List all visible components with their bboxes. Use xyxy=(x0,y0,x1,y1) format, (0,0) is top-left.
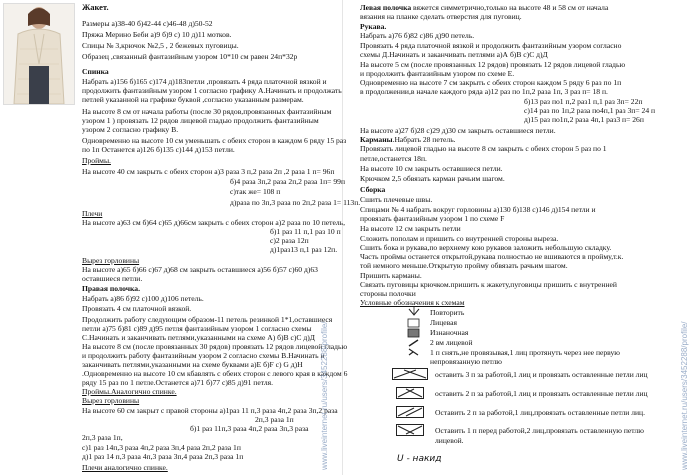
neck2-line: с)1 раз 14п,3 раза 4п,2 раза 3п,4 раза 2п,2 раза 1п xyxy=(82,443,241,452)
back-line: Одновременно на высоте 10 см уменьшать с обеих сторон в каждом 6 ряду 15 раз xyxy=(82,136,347,145)
header-line: Пряжа Мерино Беби а)9 б)9 с) 10 д)11 мотков. xyxy=(82,30,232,39)
right-front-line: заканчивать петлями,указанными на схеме буквами а)Е б)F с) G д)Н xyxy=(82,360,303,369)
assembly-line: той немного меньше.Открытую пройму обвязать рачьим шагом. xyxy=(360,261,568,270)
left-front-title: Левая полочка xyxy=(360,3,412,12)
back-line: узором 2 согласно графику В. xyxy=(82,125,179,134)
legend-text: лицевой. xyxy=(435,436,464,445)
pockets-line: Крючком 2,5 обвязать карман рачьим шагом. xyxy=(360,174,505,183)
pockets-intro: .Набрать 28 петель. xyxy=(392,135,456,144)
armholes-line: На высоте 40 см закрыть с обеих сторон а)3 раза 3 п,2 раза 2п ,2 раза 1 п= 96п xyxy=(82,167,335,176)
sleeves-line: в продолжении,в начале каждого ряда а)12 раз по 1п,2 раза 1п, 3 раз п= 18 п. xyxy=(360,87,608,96)
right-front-title: Правая полочка. xyxy=(82,284,141,293)
right-front-line: ряду 15 раз по 1 петле.Останется а)71 б)77 с)85 д)91 петля. xyxy=(82,378,274,387)
repeat-icon xyxy=(407,307,421,317)
header-line: Размеры а)38-40 б)42-44 с)46-48 д)50-52 xyxy=(82,19,213,28)
right-front-line: петли а)75 б)81 с)89 д)95 петля фантазийным узором 1 согласно схемы xyxy=(82,324,312,333)
armholes-line: б)4 раза 3п,2 раза 2п,2 раза 1п= 99п xyxy=(230,177,346,186)
cable-1-icon xyxy=(396,424,424,436)
sleeves-line: На высоте 5 см (после провязанных 12 рядов) провязать 12 рядов лицевой гладью xyxy=(360,60,626,69)
legend-text: 2 вм лицевой xyxy=(430,338,473,347)
pockets-line: петле,останется 18п. xyxy=(360,154,427,163)
right-front-line: С.Начинать и заканчивать петлями,указанными на схеме А) б)В с)С д)Д xyxy=(82,333,315,342)
legend-text: непровязанную петлю xyxy=(430,357,502,366)
neck2-label: Вырез горловины xyxy=(82,396,140,405)
assembly-line: Спицами № 4 набрать вокруг горловины а)130 б)138 с)146 д)154 петли и xyxy=(360,205,596,214)
shoulders2-line: Плечи аналогично спинке. xyxy=(82,463,168,472)
column-divider xyxy=(342,0,343,475)
header-line: Спицы № 3,крючок №2,5 , 2 бежевых пуговицы. xyxy=(82,41,239,50)
left-front-intro: вяжется симметрично,только на высоте 48 и 58 см от начала xyxy=(411,3,609,12)
legend-text: 1 п снять,не провязывая,1 лиц протянуть через нее первую xyxy=(430,348,620,357)
neck2-line: б)1 раз 11п,3 раза 4п,2 раза 3п,3 раза xyxy=(190,424,309,433)
armholes-line: д)раза по 3п,3 раза по 2п,2 раза 1= 113п. xyxy=(230,198,361,207)
back-line: На высоте 8 см от начала работы (после 30 рядов,провязанных фантазийным xyxy=(82,107,332,116)
cable-3-icon xyxy=(392,368,428,380)
back-line: продолжить фантазийным узором 1 согласно графику А.Начинать и продолжать xyxy=(82,86,342,95)
assembly-line: стороны полочки xyxy=(360,289,416,298)
right-front-line: На высоте 8 см (после провязанных 30 рядов) провязать 12 рядов лицевой гладью xyxy=(82,342,348,351)
neck2-line: 2п,3 раза 1п, xyxy=(82,433,123,442)
knit-icon xyxy=(407,318,421,328)
right-front-line: Набрать а)86 б)92 с)100 д)106 петель. xyxy=(82,294,204,303)
right-front-line: Продолжить работу следующим образом-11 петель резинкой 1*1,оставшиеся xyxy=(82,315,333,324)
sleeves-line: д)15 раз по1п,2 раза 4п,1 раз3 п= 26п xyxy=(524,115,644,124)
slip-stitch-icon xyxy=(407,347,421,357)
back-line: узором 1 ) провязать 12 рядов лицевой гладью продолжить фантазийным xyxy=(82,116,319,125)
cable-2-icon xyxy=(396,387,424,399)
legend-title: Условные обозначения к схемам xyxy=(360,298,465,307)
right-front-line: и продолжить работу фантазийным узором 2 согласно схемы В.Начинать и xyxy=(82,351,325,360)
shoulders-line: б)1 раз 11 п,1 раз 10 п xyxy=(270,227,341,236)
assembly-line: Сложить пополам и пришить со внутренней стороны выреза. xyxy=(360,234,559,243)
assembly-line: На высоте 12 см закрыть петли xyxy=(360,224,461,233)
back-title: Спинка xyxy=(82,67,109,76)
legend-text: Оставить 1 п перед работой,2 лиц,провязать оставленную петлю xyxy=(435,426,644,435)
sleeves-title: Рукава. xyxy=(360,22,387,31)
neck-line: оставшиеся петли. xyxy=(82,274,143,283)
left-front-intro-line xyxy=(360,3,608,12)
shoulders-line: с)2 раза 12п xyxy=(270,236,309,245)
model-photo xyxy=(3,3,75,105)
assembly-line: провязать фантазийным узором 1 по схеме F xyxy=(360,214,505,223)
back-line: Набрать а)156 б)165 с)174 д)183петли ,провязать 4 ряда платочной вязкой и xyxy=(82,77,327,86)
sleeves-line: Набрать а)76 б)82 с)86 д)90 петель. xyxy=(360,31,475,40)
assembly-line: Связать пуговицы крючком.пришить к жакету,пуговицы пришить с внутренней xyxy=(360,280,617,289)
sleeves-line: и продолжить фантазийным узором по схеме Е. xyxy=(360,69,515,78)
pockets-line: На высоте 10 см закрыть оставшиеся петли. xyxy=(360,164,503,173)
sleeves-line: б)13 раз по1 п,2 раз1 п,1 раз 3п= 22п xyxy=(524,97,643,106)
assembly-line: Часть проймы останется открытой,рукава полностью не вшиваются в пройму,т.к. xyxy=(360,252,624,261)
assembly-line: Сшить плечевые швы. xyxy=(360,195,433,204)
purl-icon xyxy=(407,328,421,338)
armholes-line: с)так же= 108 п xyxy=(230,187,281,196)
neck2-line: На высоте 60 см закрыт с правой стороны а)1раз 11 п,3 раза 4п,2 раза 3п,2 раза xyxy=(82,406,338,415)
left-front-line: вязания на планке сделать отверстия для пуговиц. xyxy=(360,12,522,21)
neck-label: Вырез горловины xyxy=(82,256,140,265)
shoulders-label: Плечи xyxy=(82,209,103,218)
legend-text: Повторить xyxy=(430,308,465,317)
assembly-title: Сборка xyxy=(360,185,386,194)
page-title: Жакет. xyxy=(82,2,109,12)
legend-text: Изнаночная xyxy=(430,328,469,337)
neck2-line: 2п,3 раза 1п xyxy=(255,415,294,424)
sleeves-line: Одновременно на высоте 7 см закрыть с обеих сторон каждом 5 ряду 6 раз по 1п xyxy=(360,78,622,87)
assembly-line: Пришить карманы. xyxy=(360,271,422,280)
shoulders-line: д)1раз13 п,1 раз 12п. xyxy=(270,245,338,254)
watermark: www.liveinternet.ru/users/3452288/profile/ xyxy=(680,321,689,470)
sleeves-line: схемы Д.Начинать и заканчивать петлями а)А б)В с)С д)Д xyxy=(360,50,548,59)
yarn-over-note: U - накид xyxy=(397,454,442,464)
sleeves-line: На высоте а)27 б)28 с)29 д)30 см закрыть оставшиеся петли. xyxy=(360,126,556,135)
legend-text: Лицевая xyxy=(430,318,457,327)
back-line: по 1п Останется а)126 б)135 с)144 д)153 петли. xyxy=(82,145,235,154)
armhole2-line: Проймы.Аналогично спинке. xyxy=(82,387,177,396)
pockets-title: Карманы xyxy=(360,135,393,144)
legend-text: Оставить 2 п за работой,1 лиц,провязать оставленные петли лиц. xyxy=(435,408,646,417)
cable-2b-icon xyxy=(396,406,424,418)
armholes-label: Проймы. xyxy=(82,156,111,165)
legend-text: оставить 2 п за работой,1 лиц и провязать оставленные петли лиц xyxy=(435,389,648,398)
pockets-intro-line xyxy=(360,135,456,144)
sleeves-line: Провязать 4 ряда платочной вязкой и продолжить фантазийным узором согласно xyxy=(360,41,622,50)
pockets-line: Провязать лицевой гладью на высоте 8 см закрыть с обеих сторон 5 раз по 1 xyxy=(360,144,607,153)
back-line: петлей указанной на графике буквой ,согласно указанным размерам. xyxy=(82,95,304,104)
right-front-line: Провязать 4 см платочной вязкой. xyxy=(82,304,192,313)
header-line: Образец ,связанный фантазийным узором 10*10 см равен 24п*32р xyxy=(82,52,298,61)
neck-line: На высоте а)65 б)66 с)67 д)68 см закрыть оставшиеся а)56 б)57 с)60 д)63 xyxy=(82,265,318,274)
right-front-line: .Одновременно на высоте 10 см кбавлять с обеих сторон с левого края в каждом 6 xyxy=(82,369,348,378)
neck2-line: д)1 раз 14 п,3 раза 4п,3 раза 3п,4 раза 2п,3 раза 1п xyxy=(82,452,244,461)
legend-text: оставить 3 п за работой,1 лиц и провязать оставленные петли лиц xyxy=(435,370,648,379)
sleeves-line: с)14 раз по 1п,2 раза по4п,1 раз 3п= 24 п xyxy=(524,106,656,115)
watermark: www.liveinternet.ru/users/3452288/profile/ xyxy=(320,321,329,470)
shoulders-line: На высоте а)63 см б)64 с)65 д)66см закрыть с обеих сторон а)2 раза по 10 петель, xyxy=(82,218,345,227)
assembly-line: Сшить бока и рукава,по верхнему кою рукавов заложить небольшую складку. xyxy=(360,243,612,252)
